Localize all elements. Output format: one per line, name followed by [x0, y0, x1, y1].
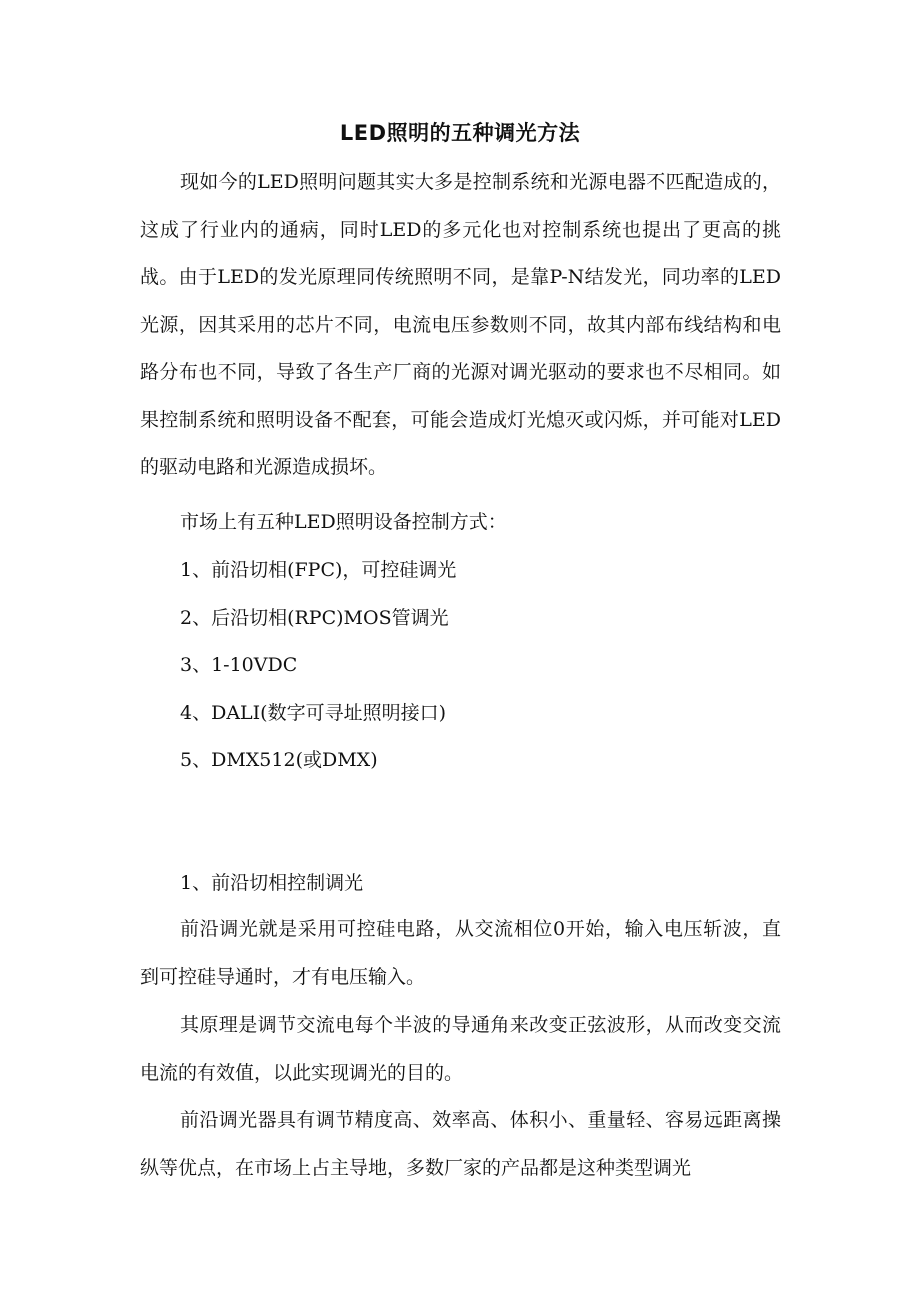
method-item-4: 4、DALI(数字可寻址照明接口): [180, 702, 446, 724]
method-item-2: 2、后沿切相(RPC)MOS管调光: [180, 607, 449, 629]
section-paragraph-2: 其原理是调节交流电每个半波的导通角来改变正弦波形，从而改变交流电流的有效值，以此实现调光的目的。: [140, 1014, 781, 1084]
methods-intro: 市场上有五种LED照明设备控制方式：: [180, 511, 507, 533]
method-item-3: 3、1-10VDC: [180, 654, 298, 676]
section-heading: 1、前沿切相控制调光: [180, 872, 364, 894]
section-paragraph-3: 前沿调光器具有调节精度高、效率高、体积小、重量轻、容易远距离操纵等优点，在市场上占主导地，多数厂家的产品都是这种类型调光: [140, 1109, 781, 1179]
method-item-5: 5、DMX512(或DMX): [180, 749, 378, 771]
section-paragraph-1: 前沿调光就是采用可控硅电路，从交流相位0开始，输入电压斩波，直到可控硅导通时，才有电压输入。: [140, 918, 781, 988]
document-title: LED照明的五种调光方法: [339, 121, 581, 145]
intro-paragraph: 现如今的LED照明问题其实大多是控制系统和光源电器不匹配造成的，这成了行业内的通病，同时LED的多元化也对控制系统也提出了更高的挑战。由于LED的发光原理同传统照明不同，是靠P-N结发光，同功率的LED光源，因其采用的芯片不同，电流电压参数则不同，故其内部布线结构和电路分布也不同，导致了各生产厂商的光源对调光驱动的要求也不尽相同。如果控制系统和照明设备不配套，可能会造成灯光熄灭或闪烁，并可能对LED的驱动电路和光源造成损坏。: [140, 171, 781, 478]
method-item-1: 1、前沿切相(FPC)，可控硅调光: [180, 559, 457, 581]
